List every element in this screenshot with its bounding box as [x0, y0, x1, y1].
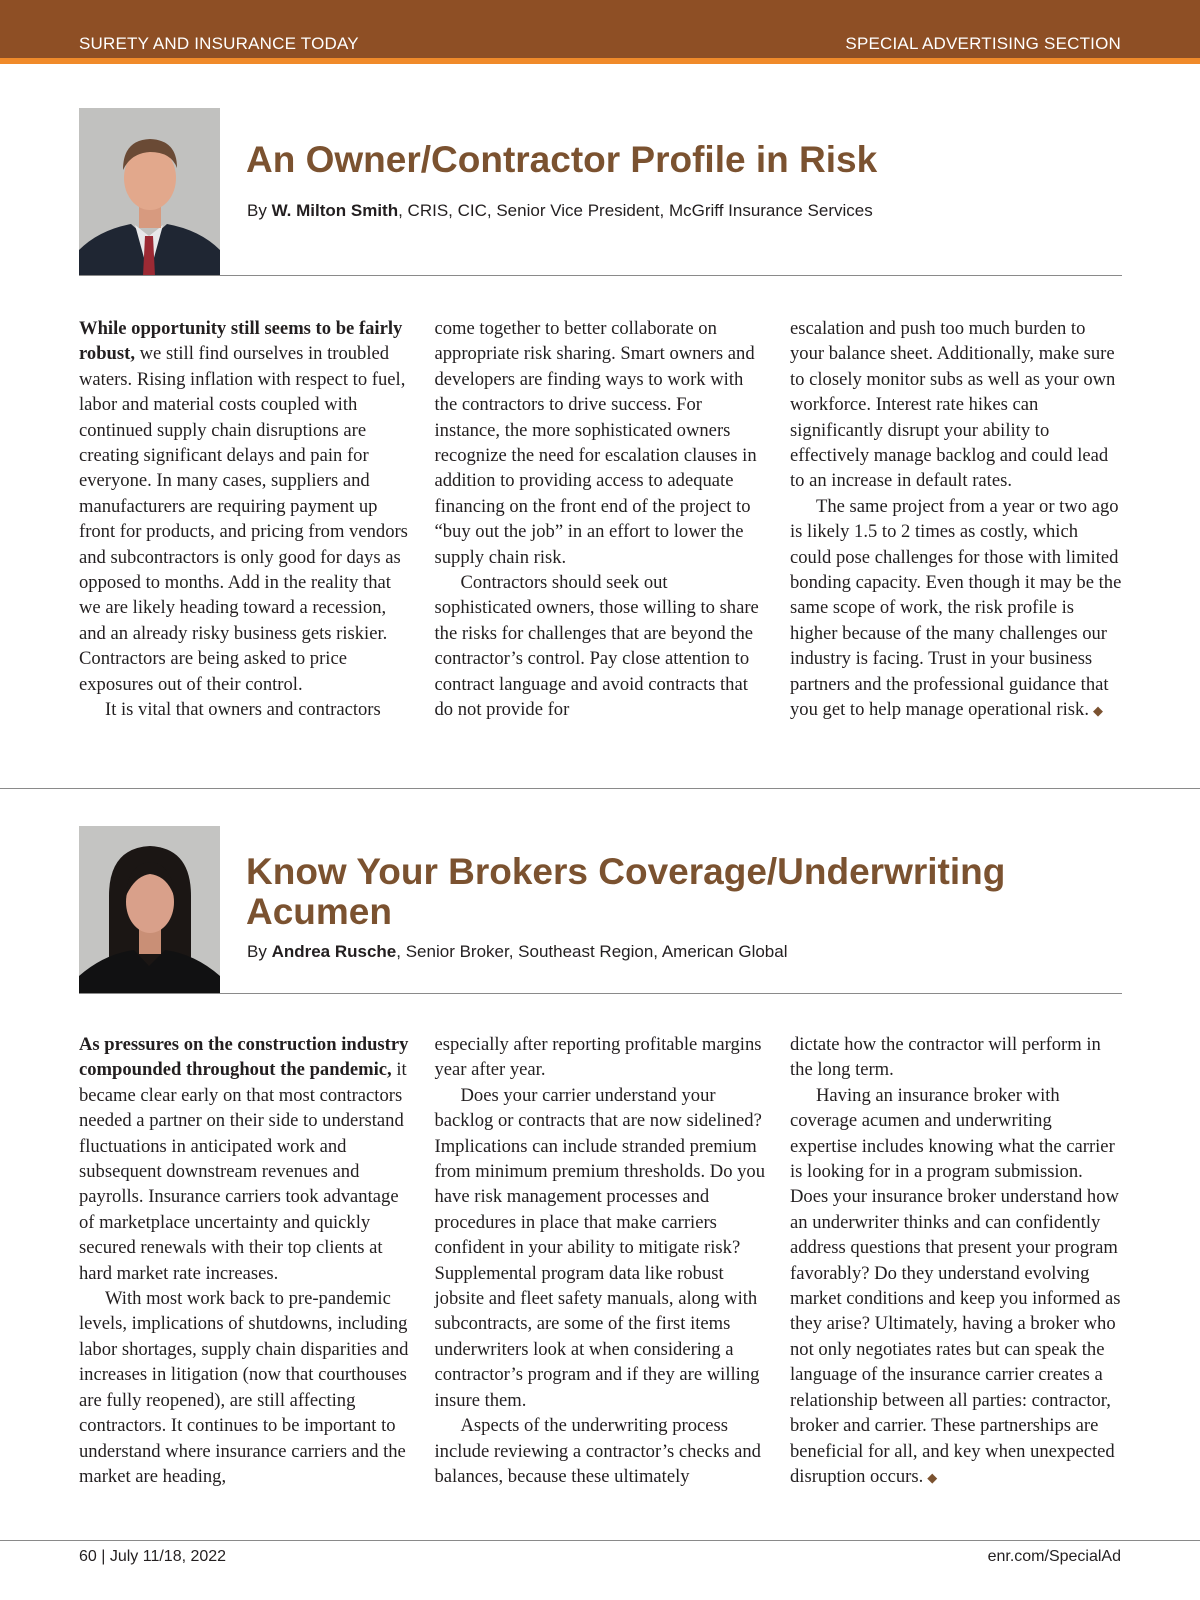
author-details: , Senior Broker, Southeast Region, American Global: [396, 942, 788, 961]
paragraph-text: The same project from a year or two ago is likely 1.5 to 2 times as costly, which could pose challenges for those with limited bonding capacity. Even though it may be the same scope of work, the risk profile is higher because of the many challenges our industry is facing. Trust in your business partners and the professional guidance that you get to help manage operational risk.: [790, 495, 1122, 721]
byline-prefix: By: [247, 942, 272, 961]
article-1-title-rule: [79, 275, 1122, 276]
paragraph: Aspects of the underwriting process include reviewing a contractor’s checks and balances, because these ultimately: [434, 1415, 761, 1487]
paragraph-text: Having an insurance broker with coverage acumen and underwriting expertise includes knowing what the carrier is looking for in a program submission. Does your insurance broker understand how an underwriter thinks and can confidently address questions that present your program favorably? Do they understand evolving market conditions and keep you informed as they arise? Ultimately, having a broker who not only negotiates rates but can speak the language of the insurance carrier creates a relationship between all parties: contractor, broker and carrier. These partnerships are beneficial for all, and key when unexpected disruption occurs.: [790, 1084, 1121, 1487]
author-portrait-woman-image: [79, 826, 220, 994]
article-1-column-3: [790, 316, 1122, 724]
section-label: SPECIAL ADVERTISING SECTION: [845, 34, 1121, 53]
footer-rule: [0, 1540, 1200, 1541]
article-2-byline: [247, 942, 787, 962]
paragraph: Contractors should seek out sophisticated owners, those willing to share the risks for challenges that are beyond the contractor’s control. Pay close attention to contract language and avoid contracts that do not provide for: [434, 572, 759, 721]
article-1-body: [79, 316, 1122, 724]
page-number-date: 60 | July 11/18, 2022: [79, 1548, 227, 1565]
article-1-title: An Owner/Contractor Profile in Risk: [246, 139, 878, 180]
article-2-title: Know Your Brokers Coverage/Underwriting Acumen: [246, 851, 1006, 932]
author-name: Andrea Rusche: [271, 942, 397, 961]
article-2-body: [79, 1032, 1122, 1490]
paragraph: It is vital that owners and contractors: [105, 699, 381, 721]
paragraph-text: we still find ourselves in troubled waters. Rising inflation with respect to fuel, labor and material costs coupled with continued supply chain disruptions are creating significant delays and pain for everyone. In many cases, suppliers and manufacturers are requiring payment up front for products, and pricing from vendors and subcontractors is only good for days as opposed to months. Add in the reality that we are likely heading toward a recession, and an already risky business gets riskier. Contractors are being asked to price exposures out of their control.: [79, 343, 408, 695]
article-1-column-2: [435, 316, 767, 724]
paragraph-text: it became clear early on that most contractors needed a partner on their side to understand fluctuations in anticipated work and subsequent downstream revenues and payrolls. Insurance carriers took advantage of marketplace uncertainty and quickly secured renewals with their top clients at hard market rate increases.: [79, 1059, 407, 1284]
article-1-column-1: [79, 316, 411, 724]
section-divider: [0, 788, 1200, 789]
paragraph: [79, 1032, 411, 1286]
paragraph: [790, 1083, 1122, 1491]
article-1-byline: [247, 201, 873, 221]
lead-in: As pressures on the construction industry compounded throughout the pandemic,: [79, 1034, 409, 1081]
end-mark-diamond-icon: ◆: [1092, 703, 1103, 719]
paragraph: escalation and push too much burden to your balance sheet. Additionally, make sure to closely monitor subs as well as your own workforce. Interest rate hikes can significantly disrupt your ability to effectively manage backlog and could lead to an increase in default rates.: [790, 318, 1116, 492]
article-2-column-3: [790, 1032, 1122, 1490]
paragraph: [790, 494, 1122, 724]
article-2-column-1: [79, 1032, 411, 1490]
paragraph: With most work back to pre-pandemic levels, implications of shutdowns, including labor shortages, supply chain disparities and increases in litigation (now that courthouses are fully reopened), are still affecting contractors. It continues to be important to understand where insurance carriers and the market are heading,: [79, 1288, 409, 1487]
article-2-column-2: [435, 1032, 767, 1490]
paragraph: come together to better collaborate on appropriate risk sharing. Smart owners and developers are finding ways to work with the contractors to drive success. For instance, the more sophisticated owners recognize the need for escalation clauses in addition to providing access to adequate financing on the front end of the project to “buy out the job” in an effort to lower the supply chain risk.: [434, 318, 757, 568]
header-bar: [0, 0, 1200, 64]
paragraph: especially after reporting profitable margins year after year.: [434, 1034, 762, 1081]
article-2-title-rule: [79, 993, 1122, 994]
author-photo-milton-smith: [79, 108, 220, 276]
author-portrait-man-image: [79, 108, 220, 276]
end-mark-diamond-icon: ◆: [927, 1469, 938, 1485]
byline-prefix: By: [247, 201, 272, 220]
footer-url: enr.com/SpecialAd: [987, 1548, 1121, 1565]
paragraph: dictate how the contractor will perform in the long term.: [790, 1034, 1101, 1081]
author-name: W. Milton Smith: [271, 201, 399, 220]
publication-name: SURETY AND INSURANCE TODAY: [79, 34, 359, 53]
author-photo-andrea-rusche: [79, 826, 220, 994]
lead-in: While opportunity still seems to be fairly robust,: [79, 318, 403, 365]
paragraph: Does your carrier understand your backlog or contracts that are now sidelined? Implications can include stranded premium from minimum premium thresholds. Do you have risk management processes and procedures in place that make carriers confident in your ability to mitigate risk? Supplemental program data like robust jobsite and fleet safety manuals, along with subcontracts, are some of the first items underwriters look at when considering a contractor’s program and if they are willing insure them.: [434, 1084, 766, 1411]
paragraph: [79, 316, 411, 697]
author-details: , CRIS, CIC, Senior Vice President, McGriff Insurance Services: [398, 201, 873, 220]
